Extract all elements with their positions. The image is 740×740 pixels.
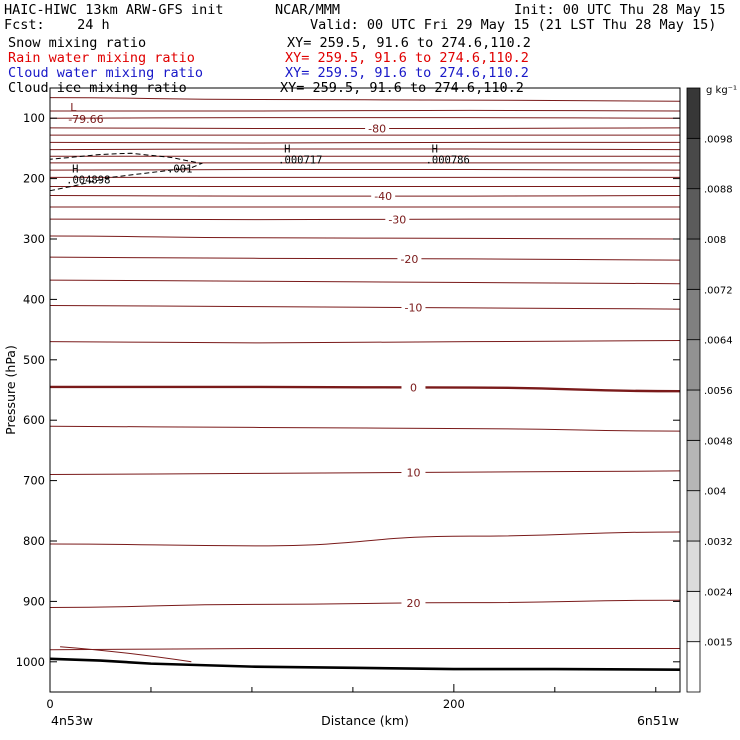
colorbar-box [687, 289, 700, 339]
isotherm-line [50, 305, 680, 309]
min-marker: L [70, 101, 77, 115]
isotherm-label: 20 [406, 597, 421, 611]
isotherm-line [50, 532, 680, 546]
colorbar-box [687, 340, 700, 390]
max-value: .000786 [425, 154, 470, 167]
isotherm-line [50, 236, 680, 239]
isotherm-label: -30 [388, 213, 407, 227]
axes-layer [16, 111, 680, 711]
isotherm-label: -40 [374, 190, 393, 204]
isotherm-line [50, 118, 680, 119]
colorbar-box [687, 491, 700, 541]
header-init: Init: 00 UTC Thu 28 May 15 [514, 2, 726, 18]
y-tick-label: 200 [23, 171, 45, 186]
field-name-rain: Rain water mixing ratio [8, 50, 195, 66]
isotherm-line [50, 142, 680, 143]
isotherm-line [50, 98, 680, 102]
y-tick-label: 800 [23, 534, 45, 548]
y-tick-label: 600 [23, 413, 45, 428]
colorbar-label: .0098 [704, 134, 733, 146]
isotherm-label: -10 [404, 301, 423, 315]
colorbar-label: .0015 [704, 637, 733, 649]
isotherm-line [50, 426, 680, 431]
y-axis-title: Pressure (hPa) [3, 345, 18, 435]
field-name-cloud-ice: Cloud ice mixing ratio [8, 80, 187, 96]
x-axis-title: Distance (km) [321, 713, 409, 728]
isotherm-line [50, 170, 680, 171]
colorbar-box [687, 189, 700, 239]
isotherm-line [50, 149, 680, 150]
colorbar-label: .0024 [704, 587, 733, 599]
colorbar-box [687, 88, 700, 138]
y-tick-label: 1000 [15, 654, 45, 669]
header-valid: Valid: 00 UTC Fri 29 May 15 (21 LST Thu 28 May 15) [310, 17, 717, 33]
y-tick-label: 100 [23, 111, 45, 126]
colorbar-units: g kg⁻¹ [706, 85, 737, 96]
isotherm-line [50, 219, 680, 220]
isotherm-line [50, 649, 680, 650]
field-name-snow: Snow mixing ratio [8, 35, 147, 51]
colorbar-label: .008 [704, 235, 727, 246]
x-tick-label: 0 [46, 697, 54, 711]
isotherm-line [50, 128, 680, 129]
isotherm-line [50, 387, 680, 391]
field-xy-cloud-ice: XY= 259.5, 91.6 to 274.6,110.2 [280, 80, 524, 96]
isotherm-line [50, 471, 680, 475]
x-end-label-left: 4n53w [51, 713, 94, 728]
colorbar-box [687, 440, 700, 490]
colorbar-label: .0048 [704, 436, 733, 448]
colorbar-box [687, 541, 700, 591]
field-xy-cloud-water: XY= 259.5, 91.6 to 274.6,110.2 [285, 65, 529, 81]
y-tick-label: 300 [23, 232, 45, 246]
isotherm-label: -80 [368, 122, 387, 136]
colorbar [687, 88, 733, 692]
header-org: NCAR/MMM [275, 2, 341, 18]
isotherm-line [50, 280, 680, 284]
max-marker: H [72, 163, 79, 176]
y-tick-label: 400 [23, 292, 45, 307]
colorbar-box [687, 239, 700, 289]
isotherm-line [50, 110, 680, 111]
colorbar-box [687, 138, 700, 188]
isotherm-line [50, 257, 680, 260]
isotherm-label: 0 [409, 381, 417, 395]
field-name-cloud-water: Cloud water mixing ratio [8, 65, 204, 81]
contour-layer [50, 98, 680, 650]
colorbar-label: .0088 [704, 184, 733, 196]
cloud-ice-contour-label: .001 [167, 163, 193, 176]
header-model: HAIC-HIWC 13km ARW-GFS init [4, 2, 224, 18]
colorbar-label: .0072 [704, 285, 733, 297]
isotherm-line [50, 340, 680, 342]
y-tick-label: 500 [23, 352, 45, 367]
y-tick-label: 700 [23, 473, 45, 488]
colorbar-label: .0056 [704, 386, 733, 397]
y-tick-label: 900 [23, 594, 45, 609]
colorbar-label: .004 [704, 486, 727, 498]
isotherm-label: 10 [406, 466, 421, 480]
max-value: .004898 [66, 174, 111, 187]
max-marker: H [431, 143, 438, 156]
field-xy-snow: XY= 259.5, 91.6 to 274.6,110.2 [287, 35, 531, 51]
max-marker: H [284, 143, 291, 156]
colorbar-box [687, 591, 700, 641]
isotherm-label: -20 [400, 252, 419, 266]
isotherm-line [50, 600, 680, 607]
surface-pressure-line [50, 659, 680, 670]
colorbar-label: .0032 [704, 537, 733, 548]
x-tick-label: 200 [442, 697, 465, 711]
isotherm-line [50, 196, 680, 197]
colorbar-box [687, 390, 700, 440]
colorbar-label: .0064 [704, 335, 733, 347]
min-value: -79.66 [68, 113, 104, 127]
x-end-label-right: 6n51w [636, 713, 679, 728]
max-value: .000717 [278, 154, 323, 167]
field-xy-rain: XY= 259.5, 91.6 to 274.6,110.2 [285, 50, 529, 66]
header-fcst: Fcst: 24 h [4, 17, 110, 33]
colorbar-box [687, 642, 700, 692]
